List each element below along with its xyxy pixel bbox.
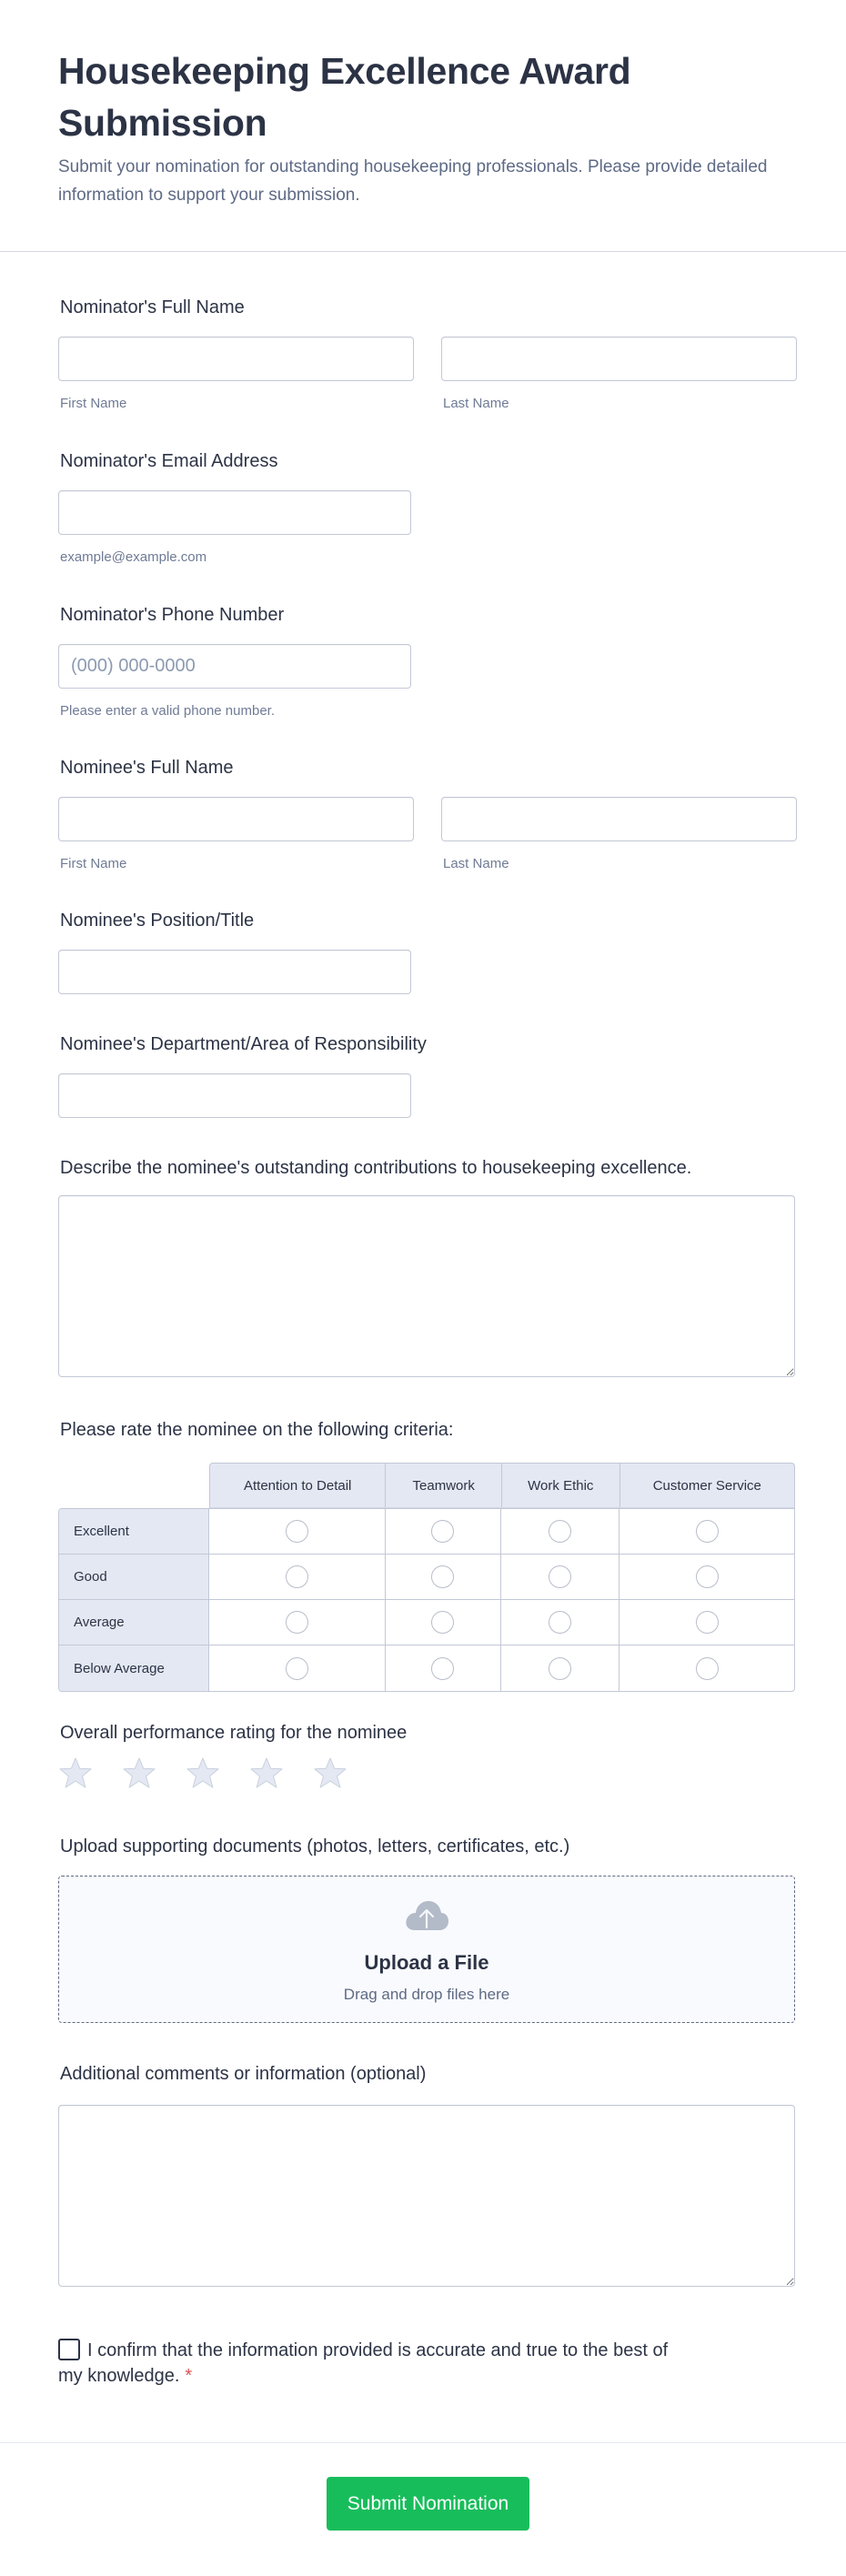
star-icon[interactable] [58,1756,93,1789]
nominator-phone-label: Nominator's Phone Number [60,605,285,625]
upload-subtitle: Drag and drop files here [343,1986,510,2003]
matrix-row [59,1600,794,1645]
confirm-text: I confirm that the information provided is accurate and true to the best of my knowledge. [58,2340,669,2386]
upload-dropzone[interactable] [58,1876,795,2023]
matrix-radio[interactable] [431,1520,454,1543]
matrix-column-header: Teamwork [386,1464,502,1507]
matrix-column-header: Attention to Detail [210,1464,386,1507]
confirm-checkbox[interactable] [58,2339,80,2360]
criteria-matrix [58,1463,795,1690]
matrix-row-label: Excellent [59,1509,209,1554]
comments-field [58,2063,795,2287]
required-asterisk: * [185,2366,193,2386]
criteria-matrix-label: Please rate the nominee on the following criteria: [60,1420,454,1440]
star-icon[interactable] [122,1756,156,1789]
matrix-radio[interactable] [431,1611,454,1634]
overall-rating-label: Overall performance rating for the nominee [60,1723,408,1743]
matrix-row-label: Good [59,1555,209,1599]
nominator-last-name-sublabel: Last Name [443,396,509,411]
matrix-radio[interactable] [431,1565,454,1588]
confirm-checkbox-row[interactable] [58,2338,695,2389]
comments-textarea[interactable] [58,2105,795,2287]
nominator-email-label: Nominator's Email Address [60,451,278,471]
form-header [0,0,846,252]
nominator-name-label: Nominator's Full Name [60,297,245,317]
matrix-cell [209,1645,386,1691]
nominee-last-name-sublabel: Last Name [443,856,509,871]
nominator-first-name-input[interactable] [58,337,414,381]
matrix-radio[interactable] [286,1520,308,1543]
confirm-field [58,2338,695,2389]
matrix-cell [386,1509,502,1554]
nominator-first-name-sublabel: First Name [60,396,127,411]
nominee-department-field [58,1033,427,1118]
matrix-radio[interactable] [286,1611,308,1634]
nominee-position-label: Nominee's Position/Title [60,911,255,931]
matrix-radio[interactable] [696,1657,719,1680]
matrix-cell [619,1645,794,1691]
contributions-label: Describe the nominee's outstanding contributions to housekeeping excellence. [60,1158,692,1178]
matrix-row-label: Below Average [59,1645,209,1691]
matrix-cell [501,1645,619,1691]
matrix-cell [386,1600,502,1645]
matrix-row-label: Average [59,1600,209,1645]
nominator-phone-field [58,604,411,719]
page-subtitle: Submit your nomination for outstanding housekeeping professionals. Please provide detailed information to support your submission. [58,157,768,205]
overall-rating-field [58,1722,407,1789]
matrix-cell [501,1555,619,1599]
matrix-radio[interactable] [696,1565,719,1588]
matrix-column-header: Customer Service [652,1477,761,1494]
nominator-phone-sublabel: Please enter a valid phone number. [60,703,275,719]
star-icon[interactable] [249,1756,284,1789]
matrix-radio[interactable] [696,1611,719,1634]
matrix-radio[interactable] [696,1520,719,1543]
matrix-cell [386,1555,502,1599]
matrix-cell [386,1645,502,1691]
nominee-name-field [58,757,797,871]
matrix-cell [501,1509,619,1554]
matrix-cell [619,1600,794,1645]
matrix-column-header: Work Ethic [502,1464,620,1507]
matrix-header-row [209,1463,795,1508]
contributions-textarea[interactable] [58,1195,795,1377]
nominator-phone-input[interactable] [58,644,411,689]
nominee-position-input[interactable] [58,950,411,994]
matrix-row [59,1645,794,1691]
nominee-first-name-sublabel: First Name [60,856,127,871]
matrix-cell [209,1509,386,1554]
star-icon[interactable] [313,1756,347,1789]
submit-nomination-button[interactable]: Submit Nomination [327,2477,529,2531]
nominee-position-field [58,910,411,994]
comments-label: Additional comments or information (optional) [60,2064,427,2084]
upload-label: Upload supporting documents (photos, letters, certificates, etc.) [60,1836,570,1857]
matrix-body [58,1508,795,1692]
matrix-radio[interactable] [431,1657,454,1680]
matrix-radio[interactable] [549,1611,571,1634]
matrix-cell [619,1509,794,1554]
nominee-last-name-input[interactable] [441,797,797,841]
matrix-radio[interactable] [286,1657,308,1680]
matrix-cell [209,1555,386,1599]
nominator-email-field [58,450,411,565]
footer-divider [0,2442,846,2443]
matrix-row [59,1509,794,1555]
matrix-cell [501,1600,619,1645]
matrix-radio[interactable] [549,1565,571,1588]
star-rating [58,1756,407,1789]
nominator-email-sublabel: example@example.com [60,549,207,565]
page-title: Housekeeping Excellence Award Submission [58,50,631,144]
nominee-name-label: Nominee's Full Name [60,758,234,778]
nominee-department-label: Nominee's Department/Area of Responsibility [60,1034,427,1054]
cloud-upload-icon [404,1899,449,1932]
matrix-radio[interactable] [286,1565,308,1588]
star-icon[interactable] [186,1756,220,1789]
nominator-name-field [58,297,797,411]
nominee-first-name-input[interactable] [58,797,414,841]
upload-title: Upload a File [364,1951,489,1974]
nominee-department-input[interactable] [58,1073,411,1118]
matrix-radio[interactable] [549,1657,571,1680]
matrix-radio[interactable] [549,1520,571,1543]
criteria-matrix-field [58,1419,795,1690]
contributions-field [58,1157,795,1377]
matrix-row [59,1555,794,1600]
matrix-cell [209,1600,386,1645]
matrix-cell [619,1555,794,1599]
nominator-email-input[interactable] [58,490,411,535]
nominator-last-name-input[interactable] [441,337,797,381]
upload-field [58,1836,795,2023]
